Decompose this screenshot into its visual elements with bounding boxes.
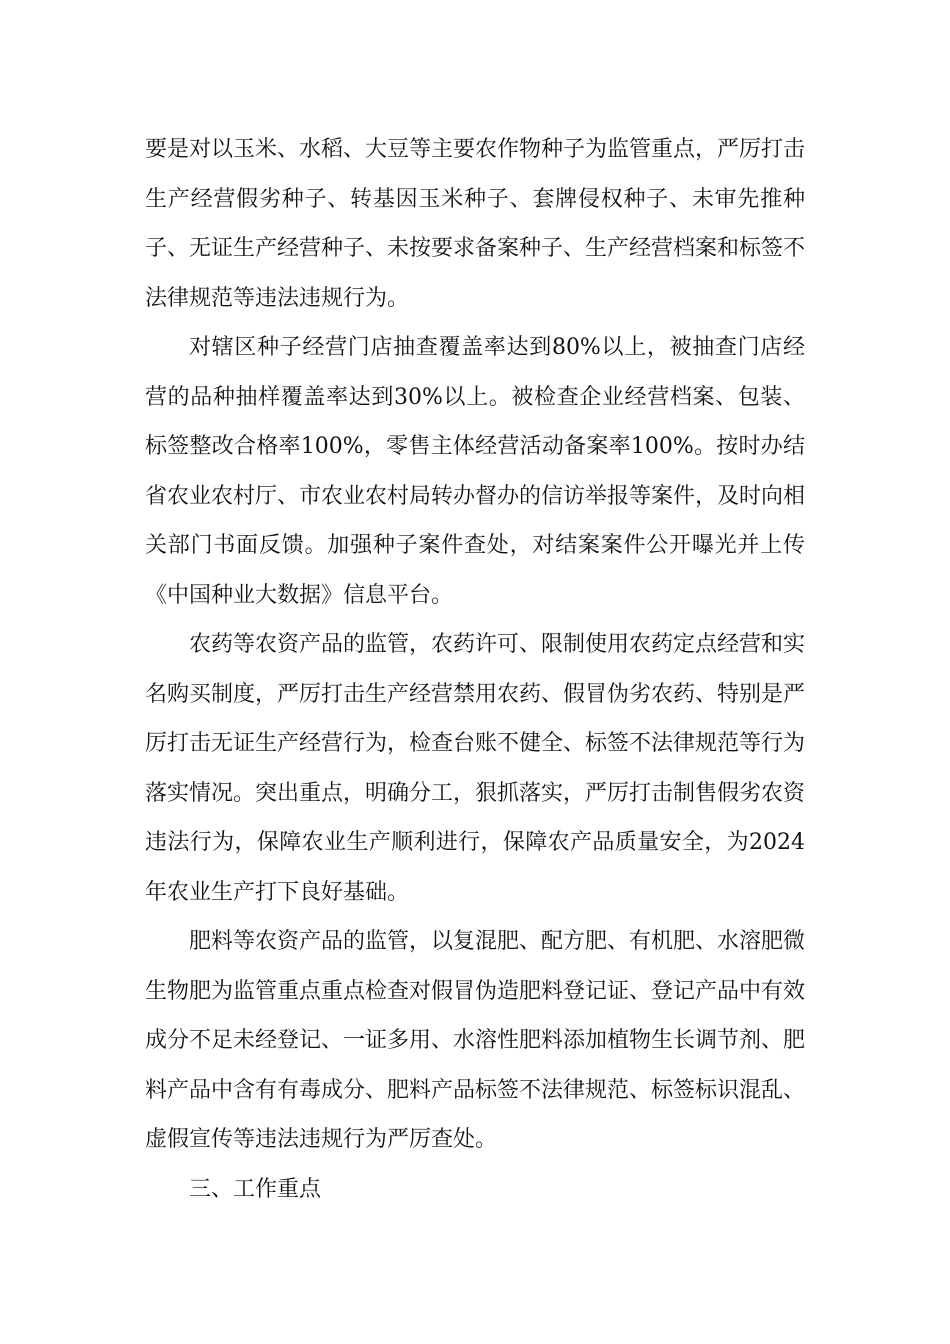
section-heading-work-focus: 三、工作重点 bbox=[189, 1176, 322, 1202]
paragraph-seed-inspection-targets: 对辖区种子经营门店抽查覆盖率达到80%以上，被抽查门店经营的品种抽样覆盖率达到30%以上。被检查企业经营档案、包装、标签整改合格率100%，零售主体经营活动备案率100%。按时办结省农业农村厅、市农业农村局转办督办的信访举报等案件，及时向相关部门书面反馈。加强种子案件查处，对结案案件公开曝光并上传《中国种业大数据》信息平台。 bbox=[145, 335, 806, 608]
paragraph-fertilizer-supervision: 肥料等农资产品的监管，以复混肥、配方肥、有机肥、水溶肥微生物肥为监管重点重点检查对假冒伪造肥料登记证、登记产品中有效成分不足未经登记、一证多用、水溶性肥料添加植物生长调节剂、肥料产品中含有有毒成分、肥料产品标签不法律规范、标签标识混乱、虚假宣传等违法违规行为严厉查处。 bbox=[145, 929, 806, 1152]
document-body bbox=[145, 125, 805, 1214]
paragraph-seed-supervision-continued: 要是对以玉米、水稻、大豆等主要农作物种子为监管重点，严厉打击生产经营假劣种子、转基因玉米种子、套牌侵权种子、未审先推种子、无证生产经营种子、未按要求备案种子、生产经营档案和标签不法律规范等违法违规行为。 bbox=[145, 137, 806, 311]
paragraph-pesticide-supervision: 农药等农资产品的监管，农药许可、限制使用农药定点经营和实名购买制度，严厉打击生产经营禁用农药、假冒伪劣农药、特别是严厉打击无证生产经营行为，检查台账不健全、标签不法律规范等行为落实情况。突出重点，明确分工，狠抓落实，严厉打击制售假劣农资违法行为，保障农业生产顺利进行，保障农产品质量安全，为2024年农业生产打下良好基础。 bbox=[145, 632, 806, 905]
